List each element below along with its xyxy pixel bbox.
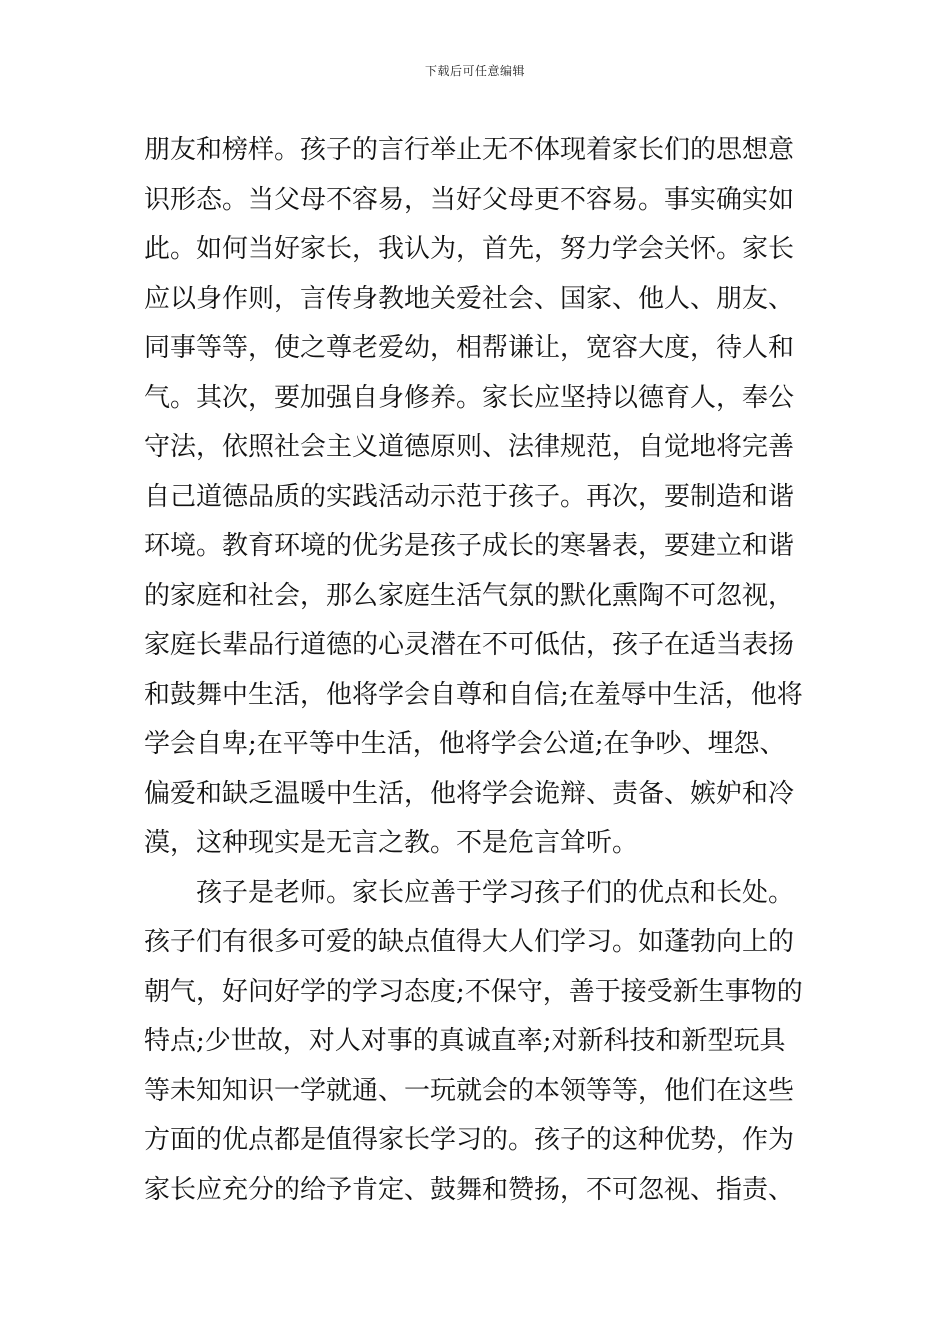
text-line: 环境。教育环境的优劣是孩子成长的寒暑表，要建立和谐 bbox=[144, 531, 795, 561]
text-line: 识形态。当父母不容易，当好父母更不容易。事实确实如 bbox=[144, 184, 795, 215]
text-line: 和鼓舞中生活，他将学会自尊和自信;在羞辱中生活，他将 bbox=[144, 679, 803, 710]
page-header: 下载后可任意编辑 bbox=[424, 64, 525, 78]
text-line: 孩子们有很多可爱的缺点值得大人们学习。如蓬勃向上的 bbox=[144, 927, 795, 957]
text-line: 家长应充分的给予肯定、鼓舞和赞扬，不可忽视、指责、 bbox=[144, 1174, 795, 1205]
text-line: 自己道德品质的实践活动示范于孩子。再次，要制造和谐 bbox=[144, 481, 795, 512]
text-line: 漠，这种现实是无言之教。不是危言耸听。 bbox=[144, 828, 639, 858]
text-line: 学会自卑;在平等中生活，他将学会公道;在争吵、埋怨、 bbox=[144, 729, 786, 759]
text-line: 应以身作则，言传身教地关爱社会、国家、他人、朋友、 bbox=[144, 283, 795, 314]
text-line: 气。其次，要加强自身修养。家长应坚持以德育人，奉公 bbox=[144, 382, 795, 413]
text-line: 等未知知识一学就通、一玩就会的本领等等，他们在这些 bbox=[144, 1075, 795, 1106]
text-line: 偏爱和缺乏温暖中生活，他将学会诡辩、责备、嫉妒和冷 bbox=[144, 778, 795, 809]
text-line: 朋友和榜样。孩子的言行举止无不体现着家长们的思想意 bbox=[144, 135, 795, 165]
text-line: 家庭长辈品行道德的心灵潜在不可低估，孩子在适当表扬 bbox=[144, 630, 795, 660]
text-line: 的家庭和社会，那么家庭生活气氛的默化熏陶不可忽视， bbox=[144, 580, 795, 611]
document-body bbox=[144, 126, 808, 1215]
text-line: 朝气，好问好学的学习态度;不保守，善于接受新生事物的 bbox=[144, 976, 803, 1007]
text-line: 特点;少世故，对人对事的真诚直率;对新科技和新型玩具 bbox=[144, 1026, 786, 1056]
paragraph-first-line: 孩子是老师。家长应善于学习孩子们的优点和长处。 bbox=[196, 877, 795, 908]
text-line: 同事等等，使之尊老爱幼，相帮谦让，宽容大度，待人和 bbox=[144, 333, 795, 363]
text-line: 方面的优点都是值得家长学习的。孩子的这种优势，作为 bbox=[144, 1125, 795, 1155]
text-line: 守法，依照社会主义道德原则、法律规范，自觉地将完善 bbox=[144, 432, 795, 462]
text-line: 此。如何当好家长，我认为，首先，努力学会关怀。家长 bbox=[144, 234, 795, 264]
